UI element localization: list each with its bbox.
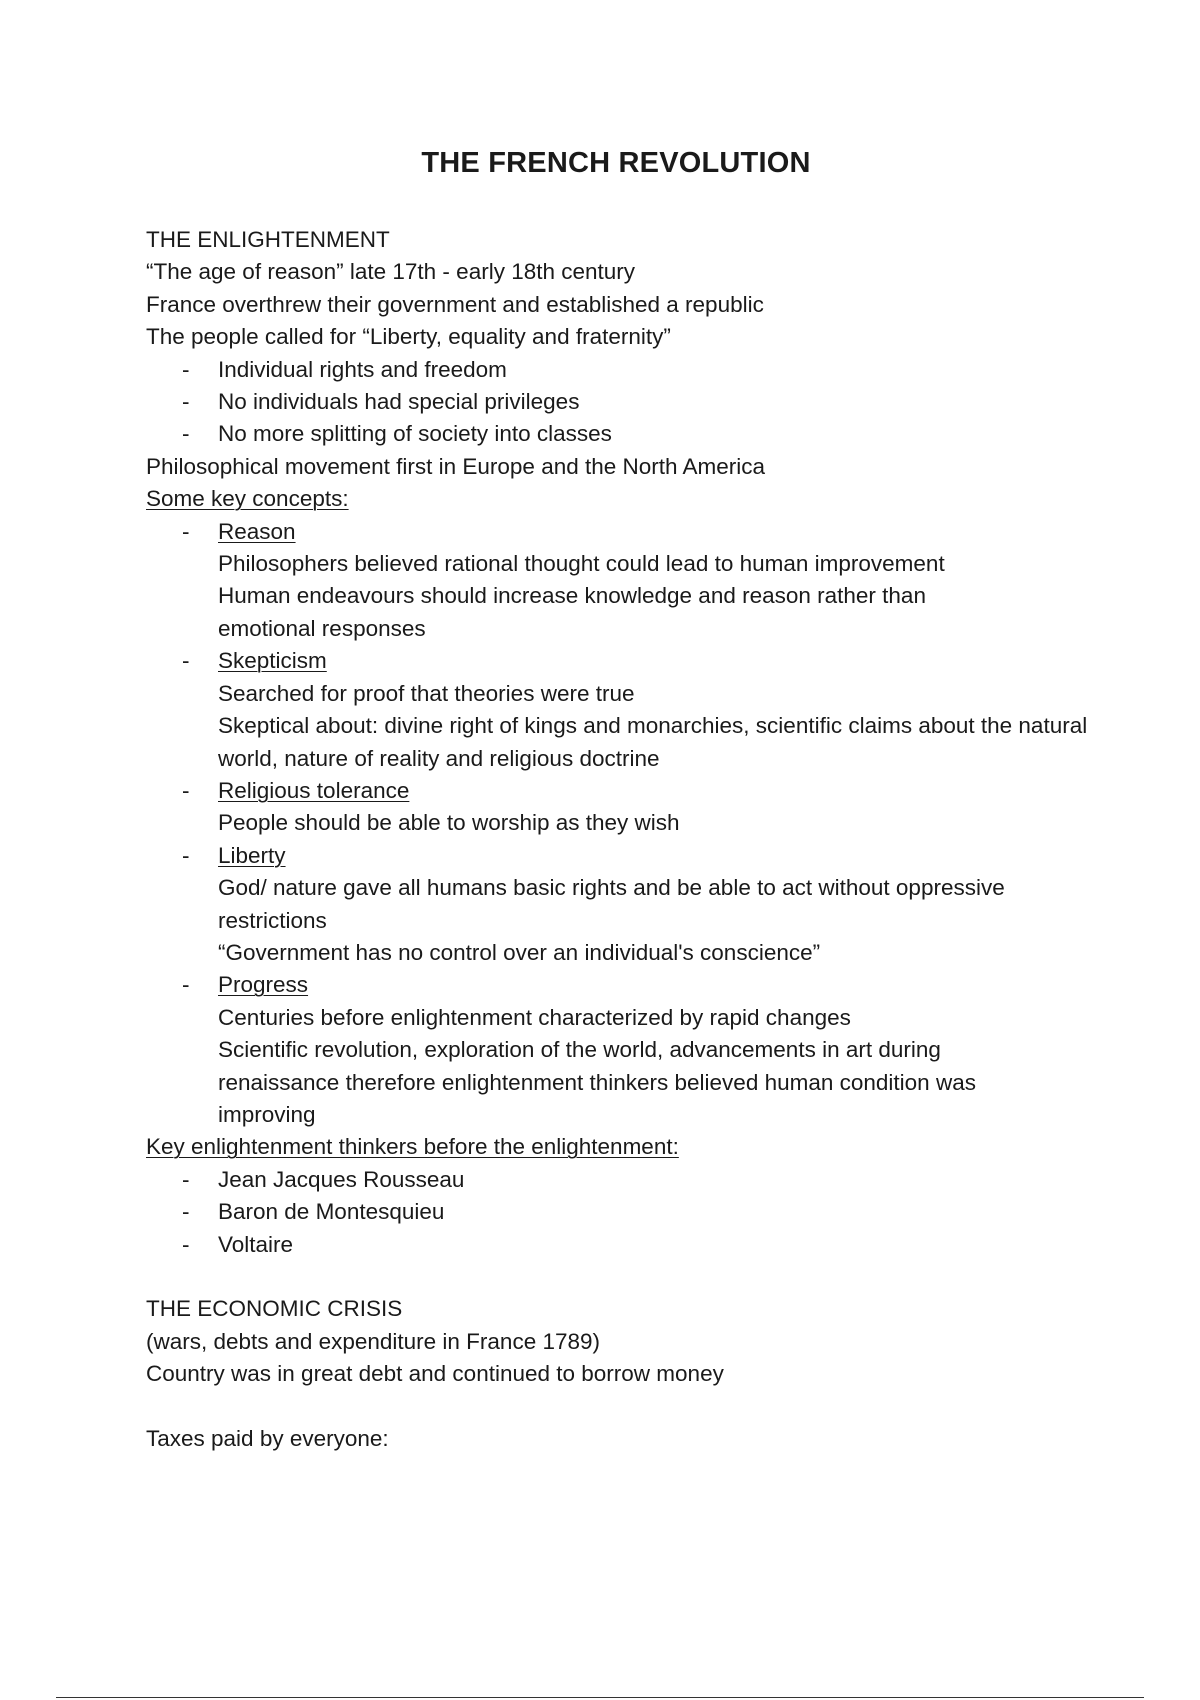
section-heading-economic-crisis: THE ECONOMIC CRISIS xyxy=(146,1296,403,1322)
crisis-line: Country was in great debt and continued to borrow money xyxy=(146,1361,724,1387)
page-title: THE FRENCH REVOLUTION xyxy=(421,147,811,179)
list-item-text: No more splitting of society into classes xyxy=(218,421,612,447)
concept-line: Human endeavours should increase knowledge and reason rather than emotional responses xyxy=(218,583,926,641)
intro-line: France overthrew their government and established a republic xyxy=(146,291,764,317)
concept-description xyxy=(146,1002,1148,1132)
thinkers-list xyxy=(146,1164,1146,1261)
concept-line: Searched for proof that theories were true xyxy=(218,680,635,706)
dash-bullet: - xyxy=(182,648,190,674)
principles-list xyxy=(146,354,1146,451)
concept-description xyxy=(146,678,1148,775)
concepts-heading: Some key concepts: xyxy=(146,486,349,512)
dash-bullet: - xyxy=(182,1166,190,1192)
list-item xyxy=(146,418,1146,450)
taxes-label: Taxes paid by everyone: xyxy=(146,1426,389,1451)
list-item xyxy=(146,1196,1146,1228)
dash-bullet: - xyxy=(182,1199,190,1225)
movement-line: Philosophical movement first in Europe and the North America xyxy=(146,453,766,479)
dash-bullet: - xyxy=(182,842,190,868)
spacer xyxy=(146,1261,1146,1293)
dash-bullet: - xyxy=(182,1231,190,1257)
economic-crisis-section xyxy=(146,1293,1146,1455)
spacer xyxy=(146,1391,1146,1423)
list-item-text: Jean Jacques Rousseau xyxy=(218,1166,465,1192)
dash-bullet: - xyxy=(182,972,190,998)
concept-line: Scientific revolution, exploration of the world, advancements in art during renaissance therefore enlightenment thinkers believed human condition was improving xyxy=(218,1037,976,1127)
thinkers-heading: Key enlightenment thinkers before the enlightenment: xyxy=(146,1134,679,1160)
concept-item-progress xyxy=(146,969,1146,1001)
dash-bullet: - xyxy=(182,518,190,544)
list-item-text: Baron de Montesquieu xyxy=(218,1199,445,1225)
concept-line: People should be able to worship as they wish xyxy=(218,810,680,836)
concept-line: God/ nature gave all humans basic rights and be able to act without oppressive restrictions xyxy=(218,875,1005,933)
concept-description xyxy=(146,807,1148,839)
concept-line: “Government has no control over an individual's conscience” xyxy=(218,939,821,965)
intro-line: “The age of reason” late 17th - early 18th century xyxy=(146,259,636,285)
concept-name: Skepticism xyxy=(218,648,327,674)
concept-item-liberty xyxy=(146,840,1146,872)
list-item xyxy=(146,1229,1146,1261)
page-bottom-rule xyxy=(56,1697,1144,1698)
list-item-text: Individual rights and freedom xyxy=(218,356,507,382)
concept-name: Reason xyxy=(218,518,296,544)
section-heading-enlightenment: THE ENLIGHTENMENT xyxy=(146,227,390,252)
dash-bullet: - xyxy=(182,356,190,382)
concept-description xyxy=(146,872,1148,969)
concept-description xyxy=(146,548,1148,645)
concept-name: Religious tolerance xyxy=(218,777,410,803)
concept-name: Progress xyxy=(218,972,309,998)
list-item xyxy=(146,354,1146,386)
concept-item-skepticism xyxy=(146,645,1146,677)
concept-name: Liberty xyxy=(218,842,286,868)
list-item xyxy=(146,386,1146,418)
dash-bullet: - xyxy=(182,389,190,415)
crisis-line: (wars, debts and expenditure in France 1789) xyxy=(146,1328,601,1354)
list-item-text: No individuals had special privileges xyxy=(218,389,580,415)
dash-bullet: - xyxy=(182,421,190,447)
intro-line: The people called for “Liberty, equality and fraternity” xyxy=(146,324,671,350)
concept-line: Philosophers believed rational thought could lead to human improvement xyxy=(218,551,945,577)
dash-bullet: - xyxy=(182,777,190,803)
document-body xyxy=(146,224,1146,1455)
list-item xyxy=(146,1164,1146,1196)
concept-item-religious-tolerance xyxy=(146,775,1146,807)
concept-line: Centuries before enlightenment characterized by rapid changes xyxy=(218,1004,851,1030)
list-item-text: Voltaire xyxy=(218,1231,294,1257)
concept-item-reason xyxy=(146,516,1146,548)
enlightenment-section xyxy=(146,224,1146,1261)
concept-line: Skeptical about: divine right of kings and monarchies, scientific claims about the natural world, nature of reality and religious doctrine xyxy=(218,713,1088,771)
concepts-list xyxy=(146,516,1146,1132)
